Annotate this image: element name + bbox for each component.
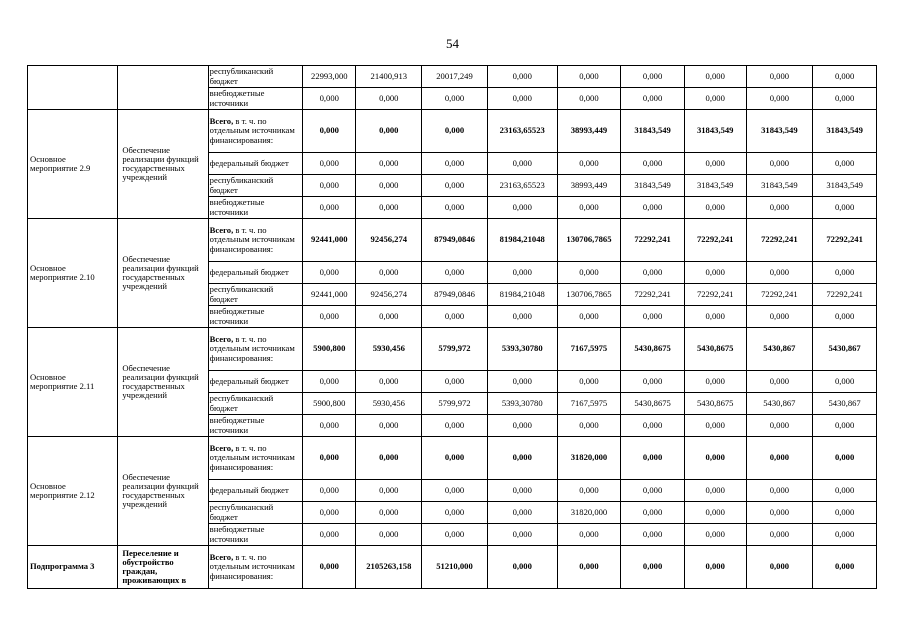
value-cell: 0,000 xyxy=(487,306,557,328)
value-cell: 72292,241 xyxy=(813,284,877,306)
value-cell: 0,000 xyxy=(356,415,422,437)
value-cell: 72292,241 xyxy=(813,219,877,262)
page-number: 54 xyxy=(446,36,459,51)
value-cell: 0,000 xyxy=(684,502,746,524)
value-cell: 0,000 xyxy=(813,524,877,546)
value-cell: 0,000 xyxy=(621,197,685,219)
value-cell: 0,000 xyxy=(621,88,685,110)
source-label-total xyxy=(208,110,302,153)
value-cell: 31820,000 xyxy=(557,437,621,480)
value-cell: 0,000 xyxy=(621,306,685,328)
value-cell: 0,000 xyxy=(422,502,488,524)
value-cell: 0,000 xyxy=(746,437,813,480)
total-label-rest: в т. ч. по отдельным источникам финансирования: xyxy=(209,443,295,472)
value-cell: 0,000 xyxy=(303,371,356,393)
source-label: внебюджетные источники xyxy=(208,524,302,546)
value-cell: 21400,913 xyxy=(356,66,422,88)
value-cell: 0,000 xyxy=(813,480,877,502)
value-cell: 0,000 xyxy=(746,306,813,328)
value-cell: 5430,867 xyxy=(746,393,813,415)
value-cell: 0,000 xyxy=(813,502,877,524)
value-cell: 0,000 xyxy=(303,197,356,219)
table-row-total xyxy=(28,219,877,262)
value-cell: 0,000 xyxy=(813,197,877,219)
value-cell: 0,000 xyxy=(557,88,621,110)
source-label-total xyxy=(208,328,302,371)
value-cell: 5430,867 xyxy=(813,328,877,371)
value-cell: 22993,000 xyxy=(303,66,356,88)
source-label: республиканский бюджет xyxy=(208,393,302,415)
value-cell: 0,000 xyxy=(557,66,621,88)
value-cell: 72292,241 xyxy=(746,219,813,262)
source-label: внебюджетные источники xyxy=(208,306,302,328)
value-cell: 0,000 xyxy=(684,88,746,110)
value-cell: 0,000 xyxy=(303,175,356,197)
source-label: федеральный бюджет xyxy=(208,153,302,175)
table-row-total xyxy=(28,328,877,371)
value-cell: 0,000 xyxy=(557,524,621,546)
value-cell: 0,000 xyxy=(746,371,813,393)
value-cell: 0,000 xyxy=(746,546,813,589)
value-cell: 0,000 xyxy=(684,371,746,393)
value-cell: 87949,0846 xyxy=(422,284,488,306)
value-cell: 81984,21048 xyxy=(487,284,557,306)
source-label: федеральный бюджет xyxy=(208,262,302,284)
value-cell: 5430,867 xyxy=(746,328,813,371)
total-label-rest: в т. ч. по отдельным источникам финансирования: xyxy=(209,225,295,254)
value-cell: 5393,30780 xyxy=(487,328,557,371)
value-cell: 31843,549 xyxy=(621,175,685,197)
value-cell: 0,000 xyxy=(813,437,877,480)
value-cell: 0,000 xyxy=(303,110,356,153)
event-purpose: Обеспечение реализации функций государственных учреждений xyxy=(118,328,208,437)
source-label: внебюджетные источники xyxy=(208,88,302,110)
value-cell: 0,000 xyxy=(621,524,685,546)
value-cell: 0,000 xyxy=(746,88,813,110)
value-cell: 0,000 xyxy=(303,437,356,480)
table-row-total xyxy=(28,110,877,153)
table-row-subprogram xyxy=(28,546,877,589)
total-label-bold: Всего, xyxy=(209,116,234,127)
value-cell: 0,000 xyxy=(621,262,685,284)
value-cell: 0,000 xyxy=(557,546,621,589)
value-cell: 0,000 xyxy=(303,306,356,328)
source-label: внебюджетные источники xyxy=(208,197,302,219)
event-name: Основное мероприятие 2.10 xyxy=(28,219,118,328)
value-cell: 87949,0846 xyxy=(422,219,488,262)
value-cell: 0,000 xyxy=(422,197,488,219)
value-cell: 0,000 xyxy=(557,415,621,437)
value-cell: 5799,972 xyxy=(422,328,488,371)
value-cell: 5799,972 xyxy=(422,393,488,415)
table-row xyxy=(28,66,877,88)
value-cell: 31843,549 xyxy=(684,110,746,153)
value-cell: 0,000 xyxy=(621,415,685,437)
event-name-cell xyxy=(28,66,118,110)
purpose-cell xyxy=(118,66,208,110)
total-label-rest: в т. ч. по отдельным источникам финансирования: xyxy=(209,334,295,363)
value-cell: 0,000 xyxy=(356,306,422,328)
value-cell: 0,000 xyxy=(746,262,813,284)
value-cell: 0,000 xyxy=(422,437,488,480)
total-label-bold: Всего, xyxy=(209,225,234,236)
value-cell: 0,000 xyxy=(621,153,685,175)
value-cell: 0,000 xyxy=(487,371,557,393)
value-cell: 0,000 xyxy=(303,415,356,437)
value-cell: 0,000 xyxy=(303,502,356,524)
value-cell: 0,000 xyxy=(621,546,685,589)
value-cell: 5930,456 xyxy=(356,328,422,371)
source-label: федеральный бюджет xyxy=(208,480,302,502)
value-cell: 0,000 xyxy=(746,480,813,502)
value-cell: 0,000 xyxy=(487,415,557,437)
value-cell: 0,000 xyxy=(746,153,813,175)
value-cell: 0,000 xyxy=(487,153,557,175)
value-cell: 0,000 xyxy=(684,546,746,589)
value-cell: 0,000 xyxy=(422,480,488,502)
value-cell: 0,000 xyxy=(813,546,877,589)
value-cell: 5930,456 xyxy=(356,393,422,415)
value-cell: 0,000 xyxy=(684,524,746,546)
value-cell: 0,000 xyxy=(303,546,356,589)
value-cell: 0,000 xyxy=(746,197,813,219)
value-cell: 0,000 xyxy=(621,437,685,480)
value-cell: 0,000 xyxy=(557,306,621,328)
value-cell: 0,000 xyxy=(487,502,557,524)
value-cell: 5900,800 xyxy=(303,328,356,371)
value-cell: 0,000 xyxy=(356,88,422,110)
value-cell: 0,000 xyxy=(684,153,746,175)
value-cell: 0,000 xyxy=(487,437,557,480)
value-cell: 0,000 xyxy=(621,371,685,393)
source-label: республиканский бюджет xyxy=(208,284,302,306)
value-cell: 81984,21048 xyxy=(487,219,557,262)
value-cell: 0,000 xyxy=(746,502,813,524)
value-cell: 0,000 xyxy=(487,197,557,219)
value-cell: 0,000 xyxy=(684,480,746,502)
value-cell: 31820,000 xyxy=(557,502,621,524)
value-cell: 0,000 xyxy=(356,110,422,153)
value-cell: 0,000 xyxy=(422,524,488,546)
value-cell: 0,000 xyxy=(813,371,877,393)
value-cell: 0,000 xyxy=(422,175,488,197)
source-label: республиканский бюджет xyxy=(208,502,302,524)
value-cell: 0,000 xyxy=(487,524,557,546)
total-label-bold: Всего, xyxy=(209,334,234,345)
source-label-total xyxy=(208,437,302,480)
value-cell: 0,000 xyxy=(356,524,422,546)
source-label: внебюджетные источники xyxy=(208,415,302,437)
value-cell: 23163,65523 xyxy=(487,110,557,153)
value-cell: 0,000 xyxy=(422,371,488,393)
value-cell: 72292,241 xyxy=(684,219,746,262)
value-cell: 0,000 xyxy=(356,262,422,284)
source-label: республиканский бюджет xyxy=(208,175,302,197)
total-label-rest: в т. ч. по отдельным источникам финансирования: xyxy=(209,116,295,145)
value-cell: 72292,241 xyxy=(684,284,746,306)
value-cell: 5430,8675 xyxy=(621,393,685,415)
value-cell: 0,000 xyxy=(356,153,422,175)
value-cell: 0,000 xyxy=(557,262,621,284)
value-cell: 5430,8675 xyxy=(684,393,746,415)
value-cell: 51210,000 xyxy=(422,546,488,589)
value-cell: 0,000 xyxy=(487,66,557,88)
value-cell: 0,000 xyxy=(303,88,356,110)
value-cell: 130706,7865 xyxy=(557,219,621,262)
event-name: Основное мероприятие 2.12 xyxy=(28,437,118,546)
value-cell: 0,000 xyxy=(813,88,877,110)
total-label-rest: в т. ч. по отдельным источникам финансирования: xyxy=(209,552,295,581)
value-cell: 130706,7865 xyxy=(557,284,621,306)
value-cell: 31843,549 xyxy=(746,110,813,153)
value-cell: 5430,867 xyxy=(813,393,877,415)
value-cell: 0,000 xyxy=(684,306,746,328)
value-cell: 0,000 xyxy=(422,153,488,175)
value-cell: 0,000 xyxy=(487,480,557,502)
value-cell: 0,000 xyxy=(303,480,356,502)
event-purpose: Обеспечение реализации функций государственных учреждений xyxy=(118,110,208,219)
value-cell: 92441,000 xyxy=(303,284,356,306)
value-cell: 7167,5975 xyxy=(557,328,621,371)
value-cell: 0,000 xyxy=(557,197,621,219)
budget-table xyxy=(27,65,877,589)
value-cell: 0,000 xyxy=(422,88,488,110)
value-cell: 5900,800 xyxy=(303,393,356,415)
value-cell: 0,000 xyxy=(422,306,488,328)
value-cell: 0,000 xyxy=(684,262,746,284)
value-cell: 0,000 xyxy=(487,262,557,284)
value-cell: 31843,549 xyxy=(621,110,685,153)
value-cell: 0,000 xyxy=(746,66,813,88)
value-cell: 92456,274 xyxy=(356,284,422,306)
value-cell: 0,000 xyxy=(621,480,685,502)
value-cell: 0,000 xyxy=(422,262,488,284)
value-cell: 20017,249 xyxy=(422,66,488,88)
value-cell: 0,000 xyxy=(356,371,422,393)
value-cell: 0,000 xyxy=(303,153,356,175)
event-name: Основное мероприятие 2.9 xyxy=(28,110,118,219)
subprogram-purpose: Переселение и обустройство граждан, проживающих в xyxy=(118,546,208,589)
value-cell: 92456,274 xyxy=(356,219,422,262)
value-cell: 0,000 xyxy=(356,197,422,219)
value-cell: 0,000 xyxy=(557,480,621,502)
value-cell: 0,000 xyxy=(746,415,813,437)
value-cell: 0,000 xyxy=(557,371,621,393)
value-cell: 0,000 xyxy=(813,306,877,328)
event-purpose: Обеспечение реализации функций государственных учреждений xyxy=(118,437,208,546)
value-cell: 5430,8675 xyxy=(621,328,685,371)
value-cell: 31843,549 xyxy=(813,110,877,153)
value-cell: 0,000 xyxy=(684,415,746,437)
source-label-total xyxy=(208,546,302,589)
value-cell: 38993,449 xyxy=(557,110,621,153)
value-cell: 0,000 xyxy=(813,153,877,175)
table-row-total xyxy=(28,437,877,480)
value-cell: 0,000 xyxy=(356,175,422,197)
value-cell: 0,000 xyxy=(303,524,356,546)
value-cell: 0,000 xyxy=(684,437,746,480)
value-cell: 31843,549 xyxy=(684,175,746,197)
value-cell: 5393,30780 xyxy=(487,393,557,415)
value-cell: 0,000 xyxy=(356,480,422,502)
subprogram-name: Подпрограмма 3 xyxy=(28,546,118,589)
value-cell: 0,000 xyxy=(621,66,685,88)
value-cell: 0,000 xyxy=(813,66,877,88)
value-cell: 92441,000 xyxy=(303,219,356,262)
total-label-bold: Всего, xyxy=(209,552,234,563)
value-cell: 5430,8675 xyxy=(684,328,746,371)
value-cell: 0,000 xyxy=(422,110,488,153)
value-cell: 0,000 xyxy=(684,66,746,88)
value-cell: 0,000 xyxy=(813,262,877,284)
value-cell: 0,000 xyxy=(422,415,488,437)
source-label: федеральный бюджет xyxy=(208,371,302,393)
value-cell: 0,000 xyxy=(303,262,356,284)
value-cell: 38993,449 xyxy=(557,175,621,197)
value-cell: 0,000 xyxy=(487,88,557,110)
value-cell: 0,000 xyxy=(557,153,621,175)
event-purpose: Обеспечение реализации функций государственных учреждений xyxy=(118,219,208,328)
value-cell: 0,000 xyxy=(621,502,685,524)
value-cell: 23163,65523 xyxy=(487,175,557,197)
value-cell: 72292,241 xyxy=(621,219,685,262)
value-cell: 31843,549 xyxy=(813,175,877,197)
total-label-bold: Всего, xyxy=(209,443,234,454)
event-name: Основное мероприятие 2.11 xyxy=(28,328,118,437)
value-cell: 0,000 xyxy=(356,502,422,524)
value-cell: 72292,241 xyxy=(746,284,813,306)
value-cell: 72292,241 xyxy=(621,284,685,306)
value-cell: 0,000 xyxy=(487,546,557,589)
source-label-total xyxy=(208,219,302,262)
value-cell: 2105263,158 xyxy=(356,546,422,589)
source-label: республиканский бюджет xyxy=(208,66,302,88)
value-cell: 0,000 xyxy=(746,524,813,546)
value-cell: 0,000 xyxy=(684,197,746,219)
value-cell: 0,000 xyxy=(813,415,877,437)
value-cell: 31843,549 xyxy=(746,175,813,197)
value-cell: 0,000 xyxy=(356,437,422,480)
value-cell: 7167,5975 xyxy=(557,393,621,415)
